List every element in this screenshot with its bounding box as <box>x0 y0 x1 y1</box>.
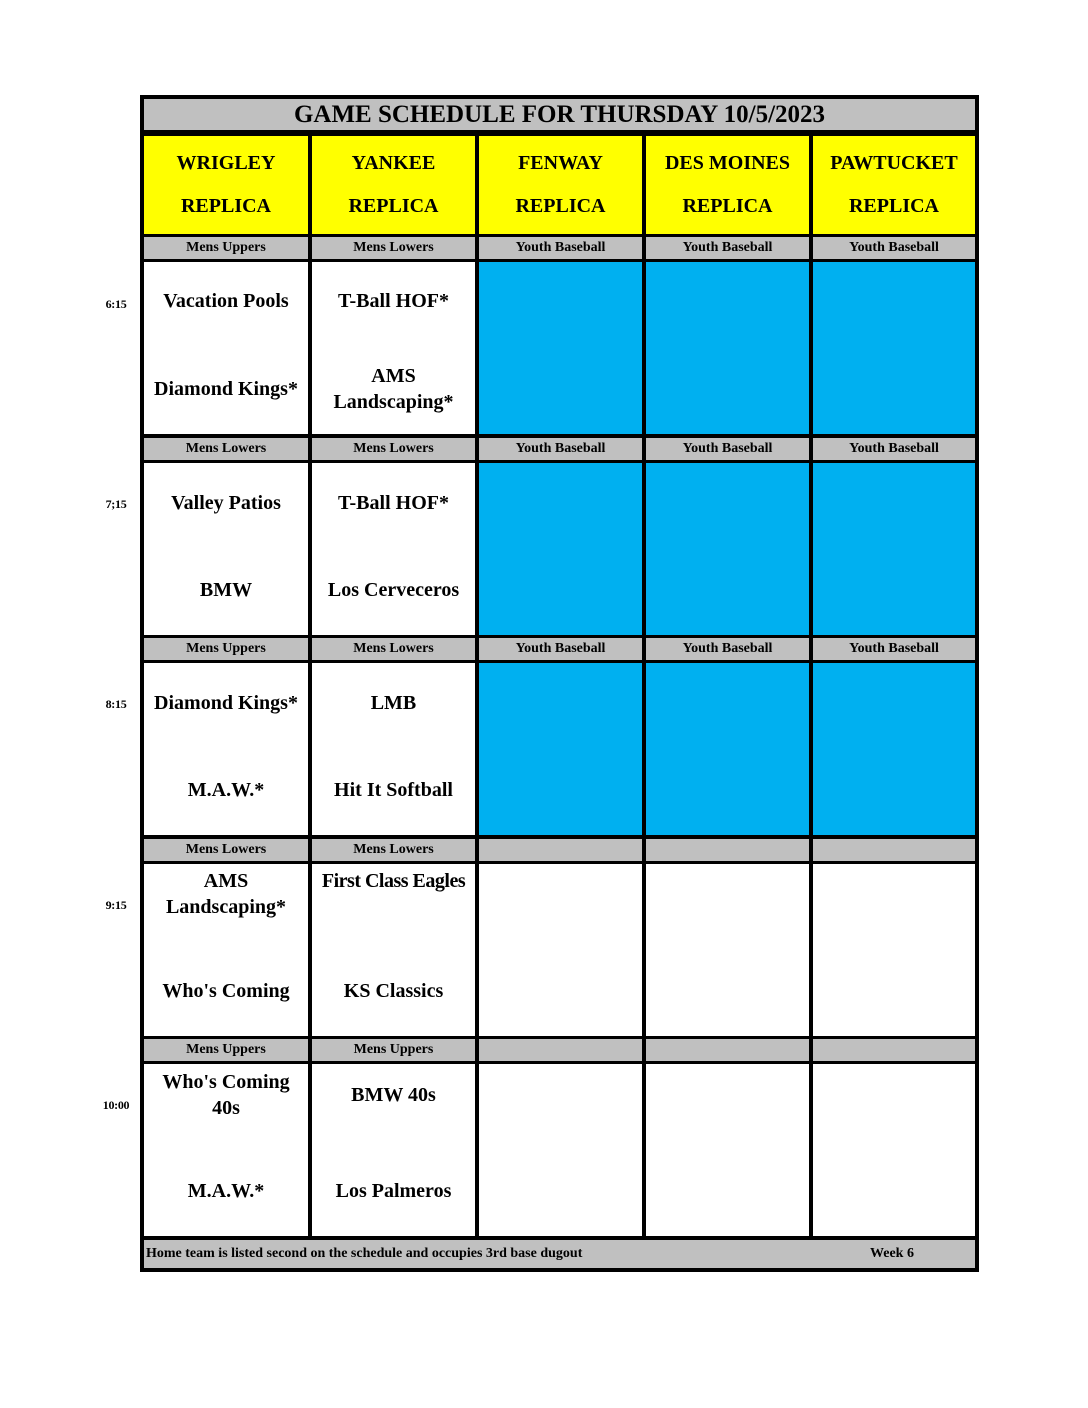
open-slot <box>646 262 809 434</box>
time-slot-label: 8:15 <box>105 697 127 711</box>
open-slot <box>646 864 809 1036</box>
home-team: Los Cerveceros <box>327 579 460 601</box>
schedule-footer <box>144 1240 975 1268</box>
open-slot <box>479 663 642 835</box>
division-label: Youth Baseball <box>813 237 975 259</box>
field-header <box>646 136 809 234</box>
division-label: Mens Lowers <box>312 638 475 660</box>
game-cell <box>312 463 475 635</box>
field-header <box>813 136 975 234</box>
away-team: Valley Patios <box>171 492 281 514</box>
division-label: Youth Baseball <box>479 438 642 460</box>
field-name: FENWAY <box>518 152 603 174</box>
division-label <box>813 839 975 861</box>
away-team: First Class Eagles <box>321 870 466 892</box>
division-label: Mens Lowers <box>312 438 475 460</box>
schedule-table <box>140 95 979 1272</box>
field-subtitle: REPLICA <box>515 195 606 217</box>
home-team: M.A.W.* <box>187 779 265 801</box>
division-label: Mens Lowers <box>312 237 475 259</box>
field-subtitle: REPLICA <box>682 195 773 217</box>
home-team: Diamond Kings* <box>154 378 298 400</box>
away-team: LMB <box>370 692 417 714</box>
home-team: AMS Landscaping* <box>333 365 454 413</box>
open-slot <box>479 262 642 434</box>
field-name: WRIGLEY <box>176 152 276 174</box>
game-cell <box>312 1064 475 1236</box>
division-label: Mens Lowers <box>312 839 475 861</box>
division-label: Youth Baseball <box>479 237 642 259</box>
game-cell <box>144 262 308 434</box>
open-slot <box>813 463 975 635</box>
field-name: YANKEE <box>351 152 436 174</box>
division-label: Youth Baseball <box>813 638 975 660</box>
game-cell <box>144 463 308 635</box>
division-label: Mens Uppers <box>144 237 308 259</box>
field-subtitle: REPLICA <box>848 195 939 217</box>
division-label: Mens Lowers <box>144 438 308 460</box>
game-cell <box>312 864 475 1036</box>
field-header <box>144 136 308 234</box>
division-label: Mens Lowers <box>144 839 308 861</box>
away-team: Diamond Kings* <box>154 692 298 714</box>
division-label: Mens Uppers <box>144 1039 308 1061</box>
field-subtitle: REPLICA <box>180 195 271 217</box>
division-label <box>813 1039 975 1061</box>
home-team: Hit It Softball <box>334 779 453 801</box>
game-cell <box>144 663 308 835</box>
division-label <box>646 1039 809 1061</box>
open-slot <box>813 663 975 835</box>
week-label: Week 6 <box>870 1246 914 1261</box>
open-slot <box>646 463 809 635</box>
home-team: BMW <box>199 579 253 601</box>
open-slot <box>479 1064 642 1236</box>
division-label: Mens Uppers <box>144 638 308 660</box>
division-label <box>646 839 809 861</box>
open-slot <box>813 864 975 1036</box>
game-cell <box>144 1064 308 1236</box>
away-team: BMW 40s <box>351 1084 436 1106</box>
open-slot <box>646 1064 809 1236</box>
away-team: T-Ball HOF* <box>338 290 449 312</box>
game-cell <box>144 864 308 1036</box>
division-label: Youth Baseball <box>646 638 809 660</box>
division-label: Youth Baseball <box>813 438 975 460</box>
time-slot-label: 9:15 <box>105 898 127 912</box>
division-label: Youth Baseball <box>646 237 809 259</box>
division-label: Mens Uppers <box>312 1039 475 1061</box>
field-name: DES MOINES <box>664 152 791 174</box>
away-team: Vacation Pools <box>163 290 289 312</box>
open-slot <box>813 1064 975 1236</box>
time-slot-label: 7;15 <box>105 497 127 511</box>
division-label: Youth Baseball <box>479 638 642 660</box>
division-label <box>479 839 642 861</box>
open-slot <box>479 463 642 635</box>
home-team: M.A.W.* <box>187 1180 265 1202</box>
away-team: AMS Landscaping* <box>165 870 287 918</box>
field-name: PAWTUCKET <box>830 152 958 174</box>
open-slot <box>479 864 642 1036</box>
open-slot <box>813 262 975 434</box>
time-slot-label: 6:15 <box>105 297 127 311</box>
game-cell <box>312 262 475 434</box>
division-label <box>479 1039 642 1061</box>
field-header <box>312 136 475 234</box>
game-cell <box>312 663 475 835</box>
home-team: KS Classics <box>343 980 444 1002</box>
division-label: Youth Baseball <box>646 438 809 460</box>
home-team: Los Palmeros <box>335 1180 452 1202</box>
open-slot <box>646 663 809 835</box>
away-team: Who's Coming 40s <box>162 1071 290 1119</box>
away-team: T-Ball HOF* <box>338 492 449 514</box>
field-header <box>479 136 642 234</box>
home-team: Who's Coming <box>162 980 290 1002</box>
footer-note: Home team is listed second on the schedule and occupies 3rd base dugout <box>146 1246 583 1261</box>
field-subtitle: REPLICA <box>348 195 439 217</box>
time-slot-label: 10:00 <box>102 1098 130 1112</box>
schedule-title: GAME SCHEDULE FOR THURSDAY 10/5/2023 <box>144 99 975 133</box>
